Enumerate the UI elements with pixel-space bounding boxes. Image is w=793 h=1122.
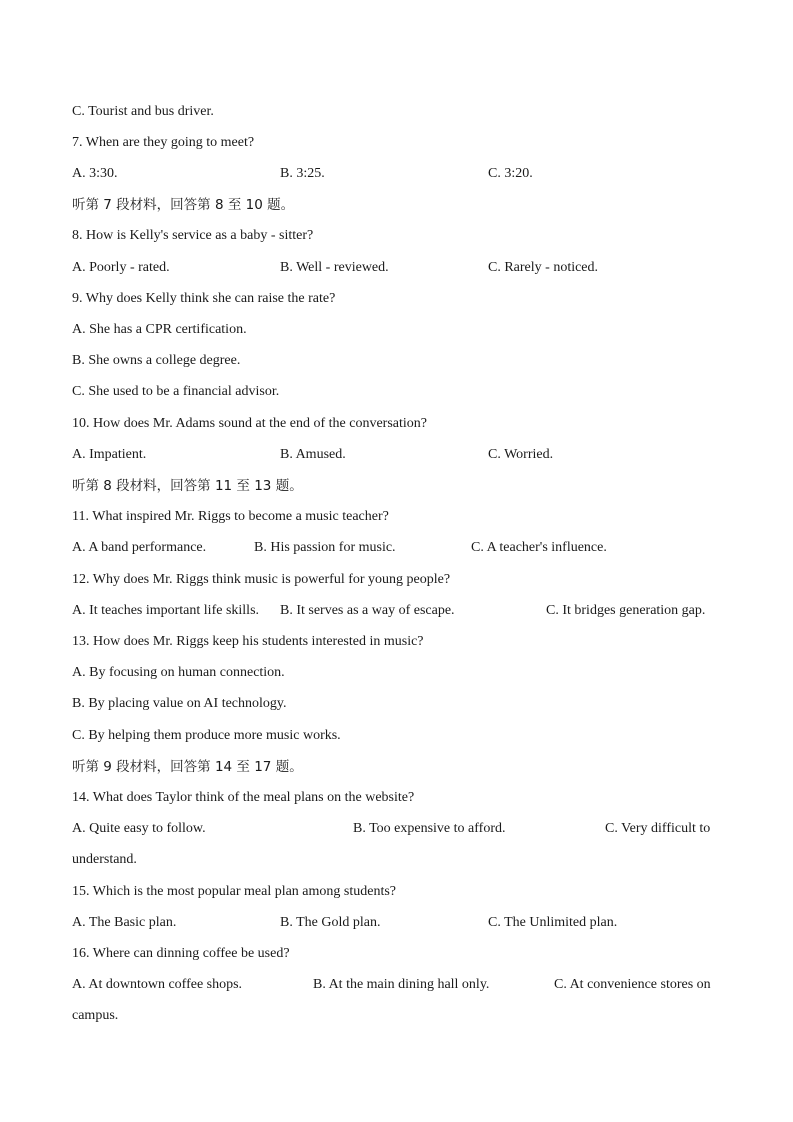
option-6c: C. Tourist and bus driver. <box>72 104 214 119</box>
question-13: 13. How does Mr. Riggs keep his students interested in music? <box>72 634 424 649</box>
question-8: 8. How is Kelly's service as a baby - sitter? <box>72 228 314 243</box>
option-12c: C. It bridges generation gap. <box>546 603 706 618</box>
option-15a: A. The Basic plan. <box>72 915 177 930</box>
option-12b: B. It serves as a way of escape. <box>280 603 455 618</box>
option-8b: B. Well - reviewed. <box>280 260 389 275</box>
option-16a: A. At downtown coffee shops. <box>72 977 243 992</box>
option-7b: B. 3:25. <box>280 166 325 181</box>
option-9c: C. She used to be a financial advisor. <box>72 384 280 399</box>
option-8c: C. Rarely - noticed. <box>488 260 599 275</box>
option-15c: C. The Unlimited plan. <box>488 915 618 930</box>
option-13c: C. By helping them produce more music works. <box>72 728 341 743</box>
option-13a: A. By focusing on human connection. <box>72 665 285 680</box>
option-11c: C. A teacher's influence. <box>471 540 607 555</box>
question-15: 15. Which is the most popular meal plan among students? <box>72 884 397 899</box>
question-14: 14. What does Taylor think of the meal plans on the website? <box>72 790 415 805</box>
option-16c: C. At convenience stores on <box>554 977 711 992</box>
question-10: 10. How does Mr. Adams sound at the end of the conversation? <box>72 416 427 431</box>
question-9: 9. Why does Kelly think she can raise the rate? <box>72 291 336 306</box>
question-16: 16. Where can dinning coffee be used? <box>72 946 290 961</box>
option-10a: A. Impatient. <box>72 447 147 462</box>
section-9-heading: 听第 9 段材料，回答第 14 至 17 题。 <box>72 759 303 775</box>
option-14b: B. Too expensive to afford. <box>353 821 506 836</box>
option-14a: A. Quite easy to follow. <box>72 821 206 836</box>
option-16c-continued: campus. <box>72 1008 119 1023</box>
option-15b: B. The Gold plan. <box>280 915 381 930</box>
option-13b: B. By placing value on AI technology. <box>72 696 287 711</box>
option-10c: C. Worried. <box>488 447 554 462</box>
option-16b: B. At the main dining hall only. <box>313 977 490 992</box>
option-9a: A. She has a CPR certification. <box>72 322 247 337</box>
option-8a: A. Poorly - rated. <box>72 260 170 275</box>
section-8-heading: 听第 8 段材料，回答第 11 至 13 题。 <box>72 478 303 494</box>
option-7a: A. 3:30. <box>72 166 118 181</box>
option-10b: B. Amused. <box>280 447 346 462</box>
option-11a: A. A band performance. <box>72 540 207 555</box>
section-7-heading: 听第 7 段材料，回答第 8 至 10 题。 <box>72 197 295 213</box>
option-12a: A. It teaches important life skills. <box>72 603 260 618</box>
option-14c: C. Very difficult to <box>605 821 711 836</box>
question-11: 11. What inspired Mr. Riggs to become a music teacher? <box>72 509 389 524</box>
option-9b: B. She owns a college degree. <box>72 353 241 368</box>
option-7c: C. 3:20. <box>488 166 533 181</box>
option-11b: B. His passion for music. <box>254 540 396 555</box>
question-12: 12. Why does Mr. Riggs think music is powerful for young people? <box>72 572 451 587</box>
option-14c-continued: understand. <box>72 852 137 867</box>
question-7: 7. When are they going to meet? <box>72 135 255 150</box>
